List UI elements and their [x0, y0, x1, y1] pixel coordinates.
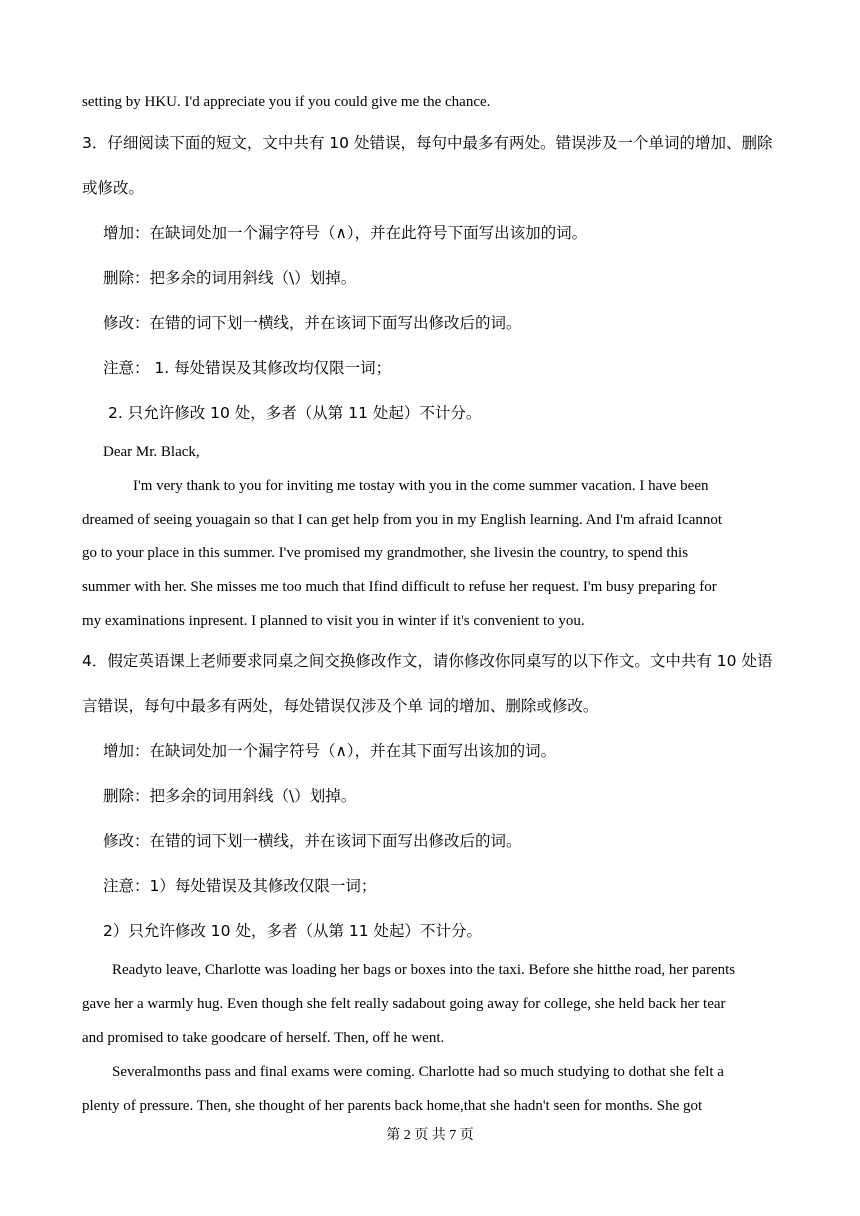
instruction-modify: 修改：在错的词下划一横线，并在该词下面写出修改后的词。 — [103, 832, 522, 850]
passage-line: Severalmonths pass and final exams were coming. Charlotte had so much studying to dothat she felt a — [112, 1064, 724, 1080]
passage-line: gave her a warmly hug. Even though she felt really sadabout going away for college, she held back her tear — [82, 996, 726, 1012]
question-4-heading: 4．假定英语课上老师要求同桌之间交换修改作文，请你修改你同桌写的以下作文。文中共有 10 处语 — [82, 652, 773, 670]
note-2: 2. 只允许修改 10 处，多者（从第 11 处起）不计分。 — [108, 404, 482, 422]
instruction-add: 增加：在缺词处加一个漏字符号（∧），并在其下面写出该加的词。 — [103, 742, 557, 760]
page-footer: 第 2 页 共 7 页 — [386, 1128, 474, 1143]
passage-line: and promised to take goodcare of herself. Then, off he went. — [82, 1030, 445, 1046]
letter-line: I'm very thank to you for inviting me tostay with you in the come summer vacation. I have been — [133, 478, 709, 494]
note-1: 注意： 1. 每处错误及其修改均仅限一词； — [103, 359, 392, 377]
letter-line: dreamed of seeing youagain so that I can get help from you in my English learning. And I'm afraid Icannot — [82, 512, 723, 528]
letter-line: summer with her. She misses me too much that Ifind difficult to refuse her request. I'm busy preparing for — [82, 579, 717, 595]
text-line: 或修改。 — [82, 179, 145, 197]
instruction-delete: 删除：把多余的词用斜线（\）划掉。 — [103, 269, 357, 287]
passage-line: plenty of pressure. Then, she thought of her parents back home,that she hadn't seen for months. She got — [82, 1098, 703, 1114]
instruction-add: 增加：在缺词处加一个漏字符号（∧），并在此符号下面写出该加的词。 — [103, 224, 588, 242]
text-line: setting by HKU. I'd appreciate you if you could give me the chance. — [82, 94, 491, 110]
letter-salutation: Dear Mr. Black, — [103, 444, 200, 460]
letter-line: my examinations inpresent. I planned to visit you in winter if it's convenient to you. — [82, 613, 585, 629]
note-2: 2）只允许修改 10 处，多者（从第 11 处起）不计分。 — [103, 922, 483, 940]
instruction-delete: 删除：把多余的词用斜线（\）划掉。 — [103, 787, 357, 805]
text-line: 言错误，每句中最多有两处，每处错误仅涉及个单 词的增加、删除或修改。 — [82, 697, 599, 715]
letter-line: go to your place in this summer. I've promised my grandmother, she livesin the country, to spend this — [82, 545, 689, 561]
question-3-heading: 3．仔细阅读下面的短文，文中共有 10 处错误，每句中最多有两处。错误涉及一个单词的增加、删除 — [82, 134, 773, 152]
note-1: 注意：1）每处错误及其修改仅限一词； — [103, 877, 377, 895]
passage-line: Readyto leave, Charlotte was loading her bags or boxes into the taxi. Before she hitthe road, her parents — [112, 962, 736, 978]
instruction-modify: 修改：在错的词下划一横线，并在该词下面写出修改后的词。 — [103, 314, 522, 332]
